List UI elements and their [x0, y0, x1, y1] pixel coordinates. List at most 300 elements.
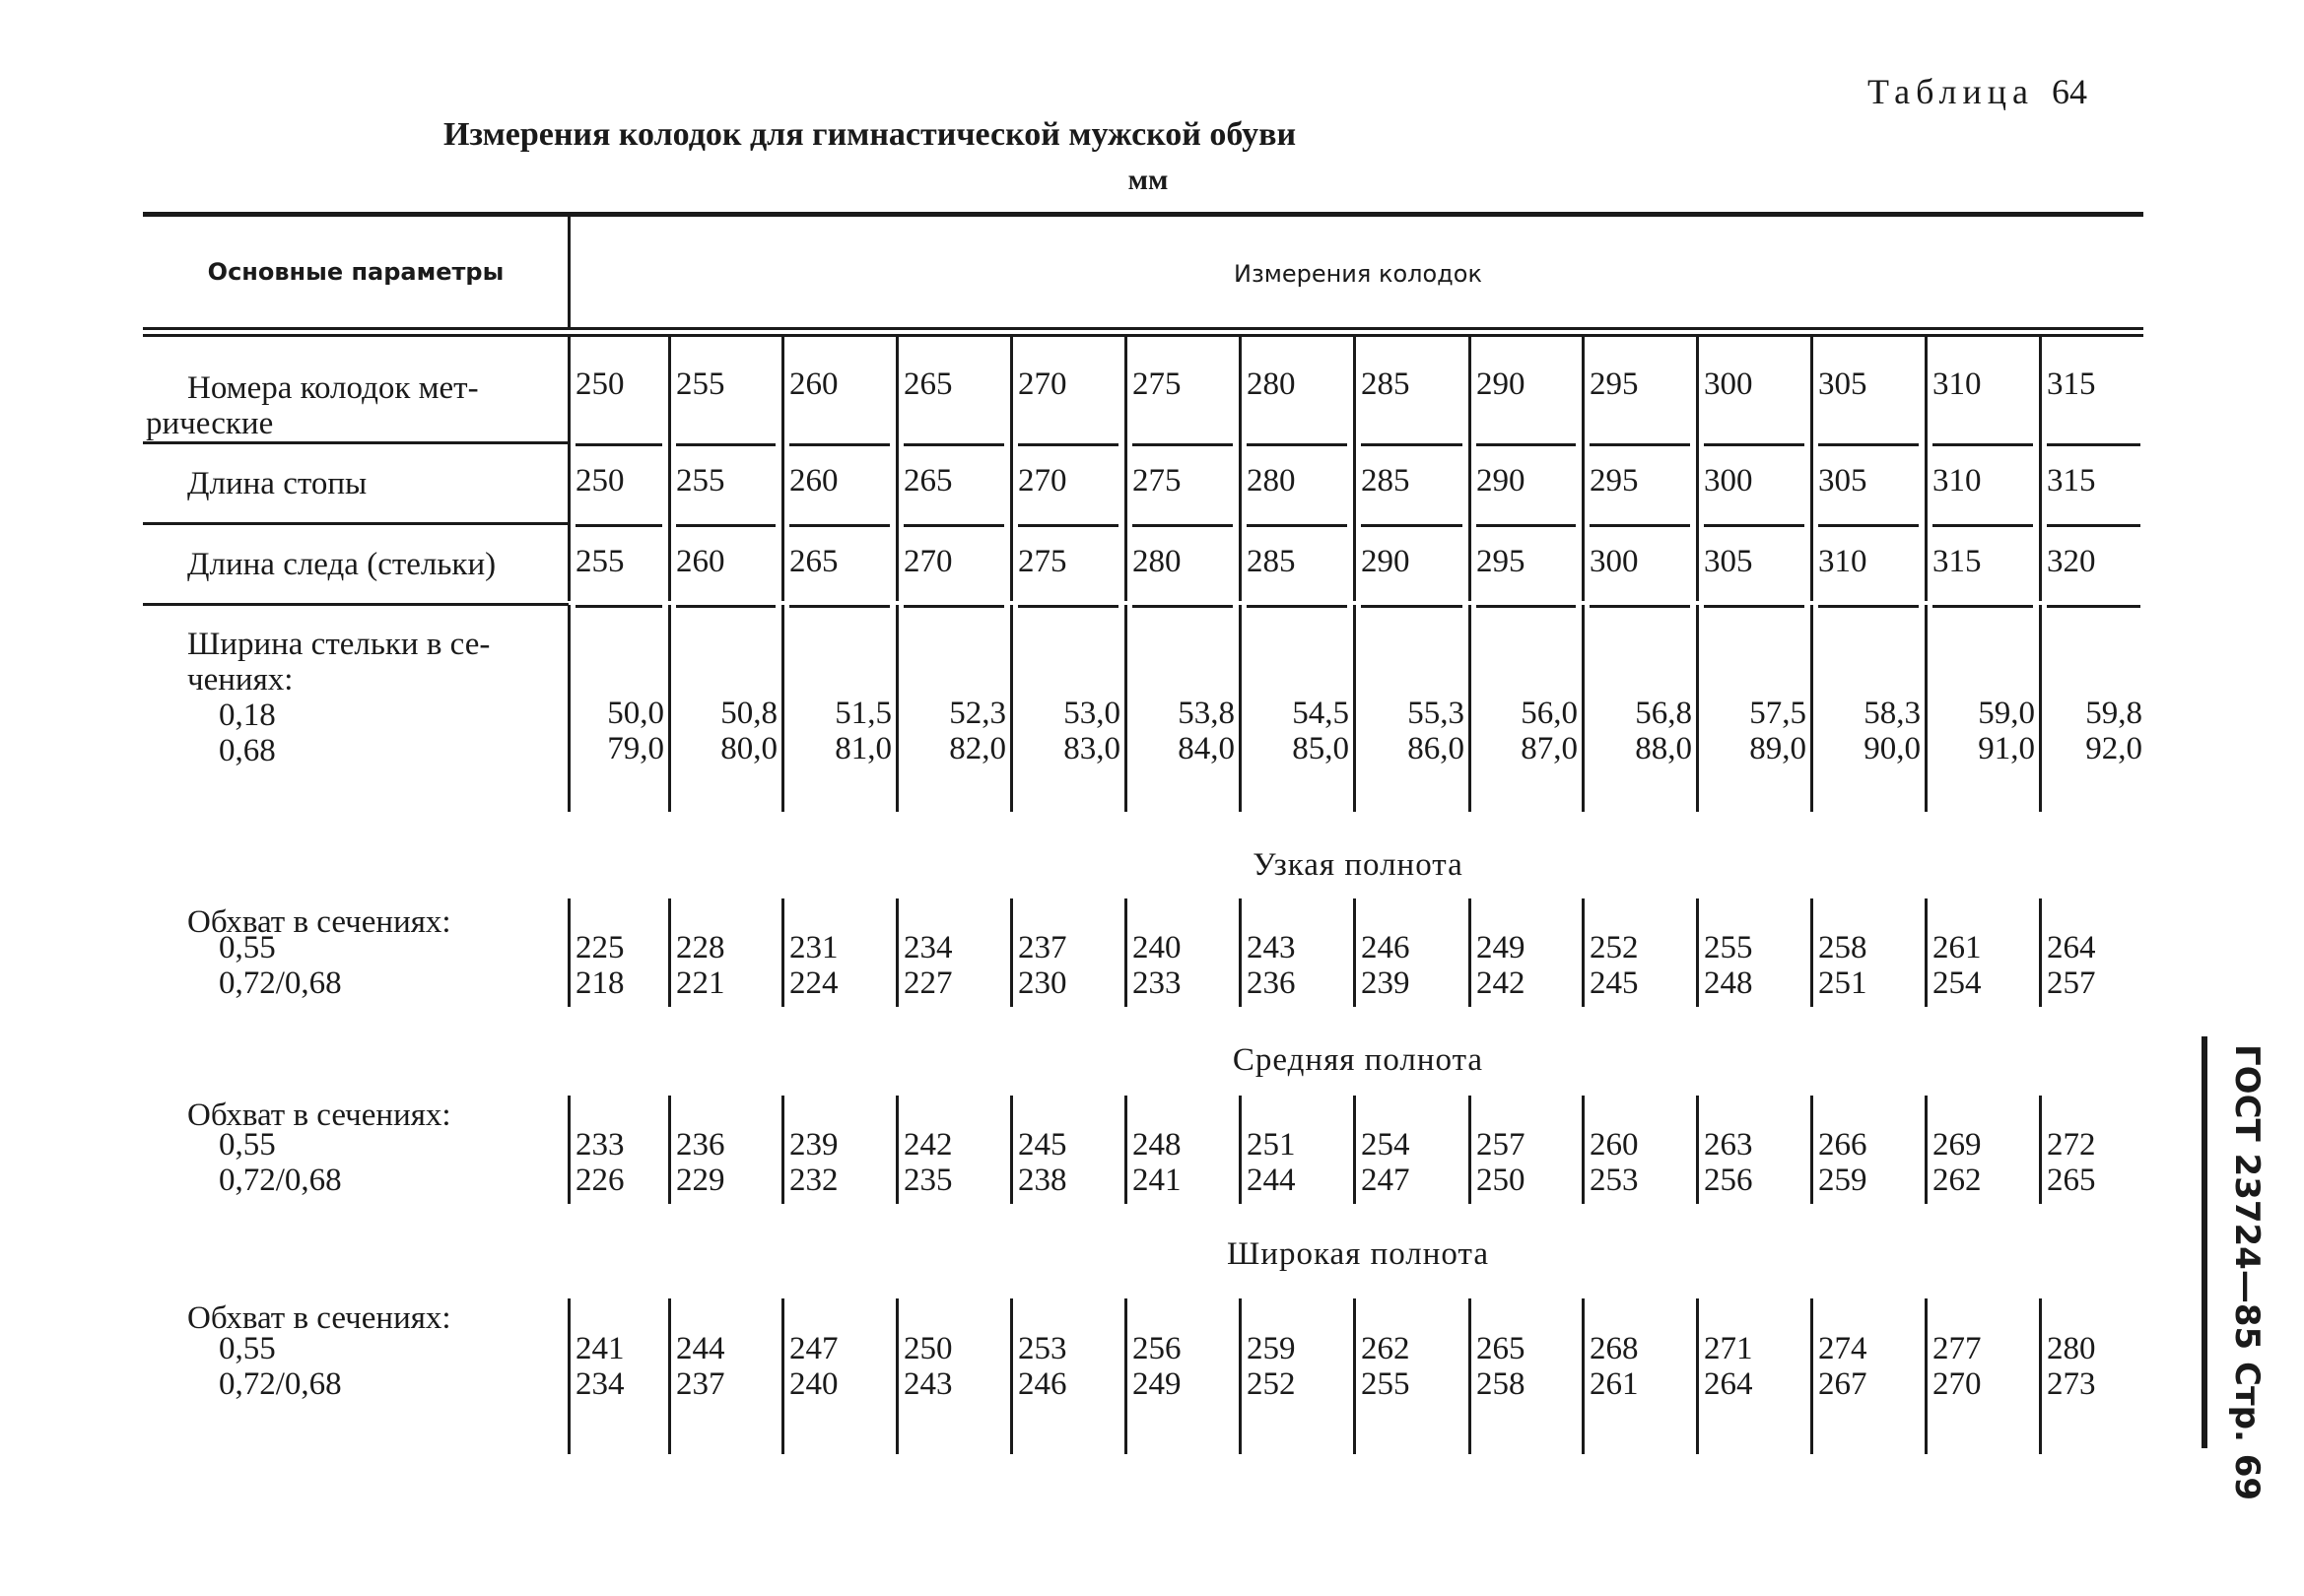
cell-girth-072: 273 — [2047, 1366, 2096, 1402]
row-divider — [568, 605, 571, 812]
row-divider — [1353, 898, 1356, 1007]
cell-insole-width-068: 89,0 — [1749, 731, 1806, 766]
row-label-numbers-cont: рические — [146, 406, 274, 441]
section-title: Широкая полнота — [1227, 1236, 1489, 1272]
cell-girth-072: 265 — [2047, 1163, 2096, 1198]
cell-girth-072: 221 — [676, 965, 725, 1001]
row-divider — [1010, 1096, 1013, 1204]
cell-rule — [1247, 524, 1347, 527]
row-divider — [1925, 337, 1928, 601]
cell-rule — [1932, 524, 2033, 527]
row-rule — [143, 441, 569, 444]
cell-girth-055: 247 — [789, 1331, 839, 1366]
cell-girth-072: 242 — [1476, 965, 1525, 1001]
row-divider — [1582, 1298, 1585, 1454]
row-label-insole-width: Ширина стельки в се- — [187, 627, 491, 662]
cell-girth-055: 253 — [1018, 1331, 1067, 1366]
section-label: Обхват в сечениях: — [187, 1300, 451, 1336]
table-word: Таблица — [1867, 72, 2034, 111]
cell-girth-055: 266 — [1818, 1127, 1867, 1163]
cell-rule — [1247, 605, 1347, 608]
section-title: Средняя полнота — [1232, 1042, 1484, 1078]
cell-girth-072: 262 — [1932, 1163, 1982, 1198]
cell-girth-072: 259 — [1818, 1163, 1867, 1198]
cell-number: 275 — [1132, 366, 1182, 402]
cell-foot-length: 305 — [1818, 463, 1867, 499]
cell-girth-072: 261 — [1590, 1366, 1639, 1402]
cell-insole-width-018: 57,5 — [1749, 696, 1806, 731]
cell-girth-072: 241 — [1132, 1163, 1182, 1198]
table-number: 64 — [2051, 72, 2087, 111]
cell-number: 280 — [1247, 366, 1296, 402]
row-divider — [781, 1096, 784, 1204]
row-divider — [1468, 1096, 1471, 1204]
cell-girth-055: 254 — [1361, 1127, 1410, 1163]
side-caption: ГОСТ 23724—85 Стр. 69 — [2227, 1044, 2267, 1501]
cell-girth-072: 256 — [1704, 1163, 1753, 1198]
section-value-label: 0,55 — [219, 930, 276, 965]
row-divider — [1239, 1298, 1242, 1454]
header-measurements: Измерения колодок — [1234, 260, 1482, 288]
row-divider — [1810, 337, 1813, 601]
cell-rule — [1590, 443, 1690, 446]
row-divider — [1468, 337, 1471, 601]
cell-girth-072: 237 — [676, 1366, 725, 1402]
cell-insole-width-068: 88,0 — [1635, 731, 1692, 766]
cell-rule — [676, 605, 776, 608]
row-divider — [1353, 605, 1356, 812]
cell-rule — [1361, 443, 1462, 446]
cell-girth-072: 270 — [1932, 1366, 1982, 1402]
cell-insole-length: 265 — [789, 544, 839, 579]
row-divider — [1696, 1298, 1699, 1454]
row-divider — [2039, 1298, 2042, 1454]
cell-girth-055: 264 — [2047, 930, 2096, 965]
cell-girth-055: 258 — [1818, 930, 1867, 965]
side-caption-bar — [2202, 1036, 2207, 1448]
cell-girth-055: 239 — [789, 1127, 839, 1163]
cell-girth-072: 234 — [576, 1366, 625, 1402]
row-divider — [1239, 337, 1242, 601]
header-rule-1 — [143, 327, 2143, 330]
row-label-foot-length: Длина стопы — [187, 466, 368, 501]
row-divider — [668, 337, 671, 601]
cell-girth-055: 257 — [1476, 1127, 1525, 1163]
section-value-label: 0,18 — [219, 698, 276, 733]
cell-girth-055: 250 — [904, 1331, 953, 1366]
row-divider — [1353, 1298, 1356, 1454]
row-divider — [896, 1298, 899, 1454]
cell-rule — [1590, 524, 1690, 527]
cell-foot-length: 255 — [676, 463, 725, 499]
row-divider — [1925, 605, 1928, 812]
row-divider — [896, 337, 899, 601]
cell-girth-072: 236 — [1247, 965, 1296, 1001]
row-divider — [1925, 1096, 1928, 1204]
row-divider — [1353, 1096, 1356, 1204]
row-divider — [668, 1096, 671, 1204]
cell-rule — [1361, 524, 1462, 527]
row-divider — [2039, 337, 2042, 601]
cell-number: 305 — [1818, 366, 1867, 402]
cell-insole-width-018: 56,8 — [1635, 696, 1692, 731]
cell-girth-055: 277 — [1932, 1331, 1982, 1366]
row-divider — [781, 898, 784, 1007]
cell-girth-055: 280 — [2047, 1331, 2096, 1366]
row-divider — [1696, 605, 1699, 812]
row-divider — [568, 1096, 571, 1204]
row-divider — [1124, 1298, 1127, 1454]
cell-number: 265 — [904, 366, 953, 402]
cell-rule — [1018, 524, 1118, 527]
row-divider — [668, 605, 671, 812]
cell-girth-072: 226 — [576, 1163, 625, 1198]
cell-girth-055: 236 — [676, 1127, 725, 1163]
row-divider — [668, 898, 671, 1007]
cell-foot-length: 285 — [1361, 463, 1410, 499]
cell-girth-055: 259 — [1247, 1331, 1296, 1366]
row-divider — [1124, 1096, 1127, 1204]
cell-rule — [1476, 524, 1576, 527]
cell-girth-072: 250 — [1476, 1163, 1525, 1198]
cell-girth-055: 262 — [1361, 1331, 1410, 1366]
cell-number: 300 — [1704, 366, 1753, 402]
cell-foot-length: 265 — [904, 463, 953, 499]
cell-insole-length: 320 — [2047, 544, 2096, 579]
header-params: Основные параметры — [207, 258, 505, 286]
cell-girth-055: 252 — [1590, 930, 1639, 965]
cell-girth-072: 235 — [904, 1163, 953, 1198]
cell-girth-072: 239 — [1361, 965, 1410, 1001]
row-divider — [1124, 898, 1127, 1007]
cell-insole-length: 310 — [1818, 544, 1867, 579]
cell-insole-length: 300 — [1590, 544, 1639, 579]
cell-number: 270 — [1018, 366, 1067, 402]
cell-girth-072: 252 — [1247, 1366, 1296, 1402]
cell-rule — [1590, 605, 1690, 608]
cell-rule — [2047, 524, 2140, 527]
cell-number: 250 — [576, 366, 625, 402]
row-divider — [1010, 1298, 1013, 1454]
cell-rule — [1818, 443, 1919, 446]
cell-girth-072: 258 — [1476, 1366, 1525, 1402]
section-value-label: 0,68 — [219, 733, 276, 768]
cell-girth-055: 263 — [1704, 1127, 1753, 1163]
cell-girth-055: 274 — [1818, 1331, 1867, 1366]
cell-insole-length: 305 — [1704, 544, 1753, 579]
cell-number: 290 — [1476, 366, 1525, 402]
cell-number: 295 — [1590, 366, 1639, 402]
cell-rule — [576, 605, 662, 608]
row-rule — [143, 603, 569, 606]
row-divider — [2039, 605, 2042, 812]
cell-insole-width-068: 86,0 — [1407, 731, 1464, 766]
cell-insole-length: 295 — [1476, 544, 1525, 579]
cell-insole-width-068: 79,0 — [607, 731, 664, 766]
cell-girth-072: 224 — [789, 965, 839, 1001]
cell-girth-055: 255 — [1704, 930, 1753, 965]
cell-girth-072: 233 — [1132, 965, 1182, 1001]
cell-girth-055: 272 — [2047, 1127, 2096, 1163]
row-divider — [1010, 337, 1013, 601]
section-label: Обхват в сечениях: — [187, 904, 451, 940]
cell-rule — [789, 443, 890, 446]
row-divider — [1810, 605, 1813, 812]
row-divider — [568, 337, 571, 601]
section-label: Обхват в сечениях: — [187, 1097, 451, 1133]
cell-insole-length: 275 — [1018, 544, 1067, 579]
row-divider — [1582, 898, 1585, 1007]
cell-rule — [1932, 443, 2033, 446]
cell-rule — [2047, 443, 2140, 446]
cell-number: 255 — [676, 366, 725, 402]
cell-foot-length: 290 — [1476, 463, 1525, 499]
cell-girth-055: 260 — [1590, 1127, 1639, 1163]
cell-rule — [1018, 605, 1118, 608]
cell-girth-072: 254 — [1932, 965, 1982, 1001]
cell-girth-072: 251 — [1818, 965, 1867, 1001]
cell-girth-055: 234 — [904, 930, 953, 965]
section-value-label: 0,72/0,68 — [219, 1163, 342, 1198]
cell-girth-055: 242 — [904, 1127, 953, 1163]
cell-girth-055: 225 — [576, 930, 625, 965]
cell-girth-055: 233 — [576, 1127, 625, 1163]
cell-insole-length: 290 — [1361, 544, 1410, 579]
row-divider — [1810, 1298, 1813, 1454]
cell-girth-055: 243 — [1247, 930, 1296, 965]
cell-insole-width-068: 80,0 — [720, 731, 778, 766]
cell-foot-length: 270 — [1018, 463, 1067, 499]
row-divider — [1810, 898, 1813, 1007]
row-divider — [781, 605, 784, 812]
row-label-insole-width-cont: чениях: — [187, 662, 294, 698]
row-rule — [143, 522, 569, 525]
row-label-numbers: Номера колодок мет- — [187, 370, 479, 406]
row-divider — [1239, 1096, 1242, 1204]
cell-rule — [1704, 605, 1804, 608]
page-title: Измерения колодок для гимнастической мужской обуви — [442, 116, 1297, 153]
table-number-label — [1867, 71, 2087, 112]
cell-insole-length: 255 — [576, 544, 625, 579]
cell-girth-072: 249 — [1132, 1366, 1182, 1402]
cell-girth-072: 253 — [1590, 1163, 1639, 1198]
cell-insole-width-018: 56,0 — [1521, 696, 1578, 731]
row-divider — [2039, 898, 2042, 1007]
cell-insole-width-068: 91,0 — [1978, 731, 2035, 766]
cell-girth-072: 238 — [1018, 1163, 1067, 1198]
cell-number: 260 — [789, 366, 839, 402]
cell-insole-width-068: 84,0 — [1178, 731, 1235, 766]
cell-insole-width-018: 58,3 — [1864, 696, 1921, 731]
cell-rule — [676, 524, 776, 527]
cell-foot-length: 310 — [1932, 463, 1982, 499]
cell-insole-width-068: 83,0 — [1063, 731, 1120, 766]
row-divider — [568, 1298, 571, 1454]
row-divider — [1925, 898, 1928, 1007]
cell-rule — [1818, 524, 1919, 527]
top-rule — [143, 212, 2143, 217]
cell-insole-width-018: 59,0 — [1978, 696, 2035, 731]
row-divider — [1696, 898, 1699, 1007]
cell-rule — [904, 524, 1004, 527]
row-divider — [1582, 1096, 1585, 1204]
cell-rule — [1704, 443, 1804, 446]
row-divider — [1353, 337, 1356, 601]
cell-girth-072: 264 — [1704, 1366, 1753, 1402]
cell-girth-055: 245 — [1018, 1127, 1067, 1163]
cell-rule — [1132, 524, 1233, 527]
cell-rule — [2047, 605, 2140, 608]
row-divider — [1696, 1096, 1699, 1204]
cell-girth-072: 243 — [904, 1366, 953, 1402]
row-divider — [668, 1298, 671, 1454]
row-divider — [1468, 605, 1471, 812]
row-divider — [896, 605, 899, 812]
section-value-label: 0,72/0,68 — [219, 1366, 342, 1402]
cell-rule — [1361, 605, 1462, 608]
row-divider — [1696, 337, 1699, 601]
row-divider — [1468, 1298, 1471, 1454]
cell-girth-072: 255 — [1361, 1366, 1410, 1402]
row-divider — [896, 898, 899, 1007]
cell-rule — [904, 605, 1004, 608]
row-divider — [1010, 898, 1013, 1007]
cell-insole-length: 270 — [904, 544, 953, 579]
row-divider — [1124, 337, 1127, 601]
cell-girth-072: 267 — [1818, 1366, 1867, 1402]
cell-rule — [576, 443, 662, 446]
cell-insole-width-018: 55,3 — [1407, 696, 1464, 731]
cell-rule — [1932, 605, 2033, 608]
cell-insole-length: 260 — [676, 544, 725, 579]
cell-girth-072: 227 — [904, 965, 953, 1001]
cell-rule — [1132, 443, 1233, 446]
cell-rule — [1476, 443, 1576, 446]
cell-girth-055: 269 — [1932, 1127, 1982, 1163]
row-divider — [1239, 605, 1242, 812]
cell-insole-width-018: 51,5 — [835, 696, 892, 731]
row-divider — [1468, 898, 1471, 1007]
cell-foot-length: 300 — [1704, 463, 1753, 499]
header-rule-2 — [143, 334, 2143, 337]
cell-rule — [789, 605, 890, 608]
cell-girth-055: 244 — [676, 1331, 725, 1366]
cell-girth-055: 268 — [1590, 1331, 1639, 1366]
cell-number: 315 — [2047, 366, 2096, 402]
cell-rule — [1018, 443, 1118, 446]
cell-rule — [789, 524, 890, 527]
cell-number: 285 — [1361, 366, 1410, 402]
cell-insole-width-018: 53,0 — [1063, 696, 1120, 731]
cell-rule — [1247, 443, 1347, 446]
cell-rule — [676, 443, 776, 446]
cell-girth-072: 257 — [2047, 965, 2096, 1001]
cell-insole-width-068: 87,0 — [1521, 731, 1578, 766]
row-divider — [1582, 605, 1585, 812]
row-divider — [896, 1096, 899, 1204]
cell-insole-width-018: 53,8 — [1178, 696, 1235, 731]
row-divider — [1010, 605, 1013, 812]
row-divider — [781, 1298, 784, 1454]
section-value-label: 0,55 — [219, 1331, 276, 1366]
cell-girth-072: 229 — [676, 1163, 725, 1198]
cell-foot-length: 260 — [789, 463, 839, 499]
section-value-label: 0,55 — [219, 1127, 276, 1163]
cell-insole-width-068: 82,0 — [949, 731, 1006, 766]
cell-insole-length: 285 — [1247, 544, 1296, 579]
cell-rule — [1476, 605, 1576, 608]
cell-girth-055: 265 — [1476, 1331, 1525, 1366]
cell-insole-width-068: 92,0 — [2085, 731, 2142, 766]
section-value-label: 0,72/0,68 — [219, 965, 342, 1001]
row-divider — [1124, 605, 1127, 812]
row-divider — [1925, 1298, 1928, 1454]
cell-girth-055: 251 — [1247, 1127, 1296, 1163]
cell-girth-055: 240 — [1132, 930, 1182, 965]
cell-girth-055: 241 — [576, 1331, 625, 1366]
cell-girth-055: 261 — [1932, 930, 1982, 965]
cell-girth-072: 232 — [789, 1163, 839, 1198]
cell-girth-055: 246 — [1361, 930, 1410, 965]
cell-insole-width-018: 50,8 — [720, 696, 778, 731]
row-divider — [1582, 337, 1585, 601]
cell-rule — [1818, 605, 1919, 608]
row-divider — [2039, 1096, 2042, 1204]
section-title: Узкая полнота — [1253, 847, 1463, 883]
cell-rule — [904, 443, 1004, 446]
cell-girth-055: 256 — [1132, 1331, 1182, 1366]
cell-girth-072: 244 — [1247, 1163, 1296, 1198]
cell-insole-width-018: 52,3 — [949, 696, 1006, 731]
cell-insole-length: 315 — [1932, 544, 1982, 579]
cell-rule — [576, 524, 662, 527]
unit-label — [0, 164, 2304, 197]
cell-foot-length: 250 — [576, 463, 625, 499]
cell-foot-length: 315 — [2047, 463, 2096, 499]
row-divider — [1239, 898, 1242, 1007]
cell-insole-width-018: 54,5 — [1292, 696, 1349, 731]
cell-foot-length: 295 — [1590, 463, 1639, 499]
cell-girth-055: 271 — [1704, 1331, 1753, 1366]
cell-rule — [1704, 524, 1804, 527]
row-divider — [1810, 1096, 1813, 1204]
cell-insole-width-068: 81,0 — [835, 731, 892, 766]
cell-insole-width-018: 50,0 — [607, 696, 664, 731]
row-divider — [781, 337, 784, 601]
cell-girth-072: 240 — [789, 1366, 839, 1402]
cell-girth-055: 228 — [676, 930, 725, 965]
cell-foot-length: 280 — [1247, 463, 1296, 499]
unit-text: мм — [1127, 164, 1169, 196]
cell-girth-055: 237 — [1018, 930, 1067, 965]
cell-rule — [1132, 605, 1233, 608]
row-divider — [568, 898, 571, 1007]
cell-girth-072: 246 — [1018, 1366, 1067, 1402]
cell-girth-072: 218 — [576, 965, 625, 1001]
cell-insole-width-068: 85,0 — [1292, 731, 1349, 766]
cell-girth-072: 248 — [1704, 965, 1753, 1001]
cell-girth-072: 247 — [1361, 1163, 1410, 1198]
cell-insole-length: 280 — [1132, 544, 1182, 579]
cell-girth-072: 230 — [1018, 965, 1067, 1001]
cell-girth-055: 249 — [1476, 930, 1525, 965]
cell-foot-length: 275 — [1132, 463, 1182, 499]
cell-girth-072: 245 — [1590, 965, 1639, 1001]
cell-number: 310 — [1932, 366, 1982, 402]
cell-insole-width-068: 90,0 — [1864, 731, 1921, 766]
cell-insole-width-018: 59,8 — [2085, 696, 2142, 731]
row-label-insole-length: Длина следа (стельки) — [187, 547, 497, 582]
